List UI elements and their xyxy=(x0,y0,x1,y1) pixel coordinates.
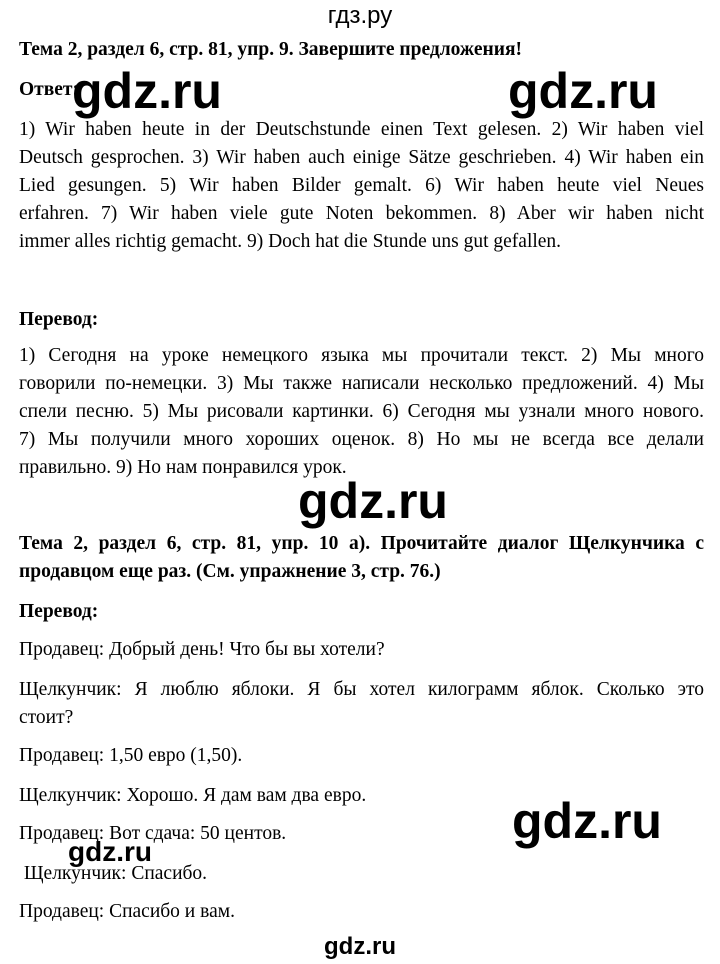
translation-line: правильно. 9) Но нам понравился урок. xyxy=(19,457,347,478)
dialogue-line: Щелкунчик: Я люблю яблоки. Я бы хотел килограмм яблок. Сколько это xyxy=(19,679,704,700)
dialogue-line: Продавец: Спасибо и вам. xyxy=(19,901,235,922)
watermark-logo: gdz.ru xyxy=(298,473,448,529)
site-header: гдз.ру xyxy=(327,2,393,29)
site-footer: gdz.ru xyxy=(324,933,396,960)
dialogue-line: Продавец: 1,50 евро (1,50). xyxy=(19,745,243,766)
dialogue-line: стоит? xyxy=(19,707,74,728)
translation-line: спели песню. 5) Мы рисовали картинки. 6) Сегодня мы узнали много нового. xyxy=(19,401,704,422)
translation-line: 7) Мы получили много хороших оценок. 8) Но мы не всегда все делали xyxy=(19,429,704,450)
translation-label-2: Перевод: xyxy=(19,601,99,622)
exercise-2-title-line: Тема 2, раздел 6, стр. 81, упр. 10 а). Прочитайте диалог Щелкунчика с xyxy=(19,533,704,554)
translation-line: говорили по-немецки. 3) Мы также написали несколько предложений. 4) Мы xyxy=(19,373,704,394)
answer-line: Deutsch gesprochen. 3) Wir haben auch einige Sätze geschrieben. 4) Wir haben ein xyxy=(19,147,704,168)
dialogue-line: Щелкунчик: Спасибо. xyxy=(19,863,208,884)
watermark-logo: gdz.ru xyxy=(68,836,152,867)
answer-line: erfahren. 7) Wir haben viele gute Noten bekommen. 8) Aber wir haben nicht xyxy=(19,203,704,224)
answer-line: Lied gesungen. 5) Wir haben Bilder gemalt. 6) Wir haben heute viel Neues xyxy=(19,175,704,196)
translation-line: 1) Сегодня на уроке немецкого языка мы прочитали текст. 2) Мы много xyxy=(19,345,704,366)
translation-label: Перевод: xyxy=(19,309,99,330)
dialogue-line: Продавец: Вот сдача: 50 центов. xyxy=(19,823,287,844)
dialogue-line: Щелкунчик: Хорошо. Я дам вам два евро. xyxy=(19,785,367,806)
watermark-logo: gdz.ru xyxy=(512,793,662,849)
watermark-logo: gdz.ru xyxy=(508,63,658,119)
answer-label: Ответ: xyxy=(19,79,80,100)
answer-line: immer alles richtig gemacht. 9) Doch hat die Stunde uns gut gefallen. xyxy=(19,231,562,252)
exercise-1-title: Тема 2, раздел 6, стр. 81, упр. 9. Завершите предложения! xyxy=(19,39,522,60)
watermark-logo: gdz.ru xyxy=(72,63,222,119)
dialogue-line: Продавец: Добрый день! Что бы вы хотели? xyxy=(19,639,385,660)
exercise-2-title-line: продавцом еще раз. (См. упражнение 3, стр. 76.) xyxy=(19,561,441,582)
answer-line: 1) Wir haben heute in der Deutschstunde einen Text gelesen. 2) Wir haben viel xyxy=(19,119,704,140)
